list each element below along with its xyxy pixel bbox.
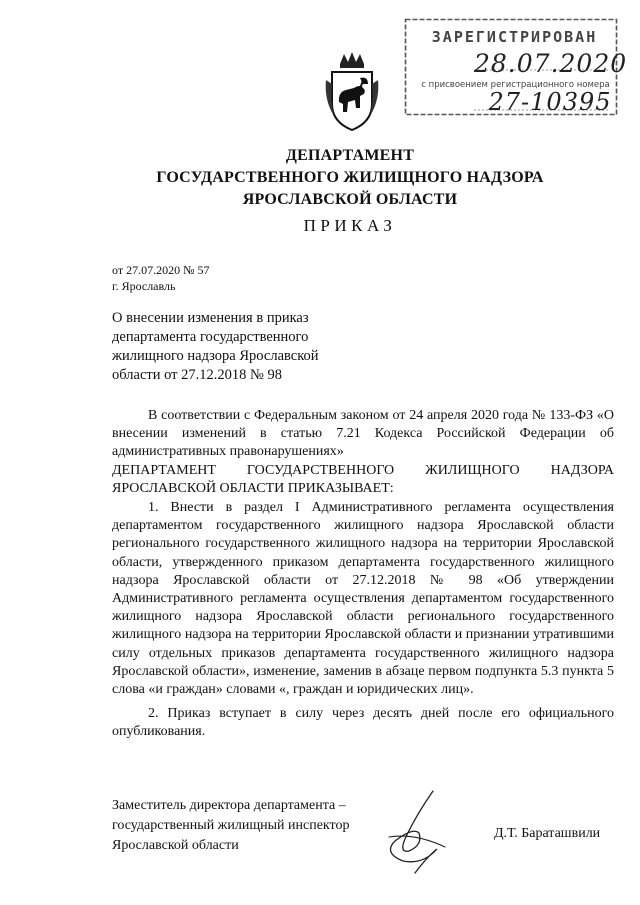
signatory-position-line-2: государственный жилищный инспектор [112, 818, 350, 833]
handwritten-signature [375, 787, 465, 879]
department-title-line-1: ДЕПАРТАМЕНТ [285, 147, 415, 164]
stamp-title: ЗАРЕГИСТРИРОВАН [431, 28, 598, 46]
signatory-position-line-1: Заместитель директора департамента – [112, 798, 346, 813]
department-title-line-3: ЯРОСЛАВСКОЙ ОБЛАСТИ [242, 191, 458, 208]
document-type: ПРИКАЗ [303, 216, 397, 235]
orders-heading-line-2: ЯРОСЛАВСКОЙ ОБЛАСТИ ПРИКАЗЫВАЕТ: [112, 481, 394, 496]
orders-heading-line-1: ДЕПАРТАМЕНТ ГОСУДАРСТВЕННОГО ЖИЛИЩНОГО НАДЗОРА [112, 463, 614, 478]
signatory-name: Д.Т. Бараташвили [494, 826, 601, 841]
subject-line-3: жилищного надзора Ярославской [112, 348, 319, 364]
stamp-number: 27-10395 [488, 88, 612, 116]
signatory-position [112, 796, 349, 856]
stamp-date: 28.07.2020 [474, 49, 628, 78]
subject-line-4: области от 27.12.2018 № 98 [112, 367, 282, 383]
order-city: г. Ярославль [112, 279, 176, 293]
coat-of-arms-emblem [322, 50, 382, 132]
subject-line-2: департамента государственного [112, 329, 309, 345]
stamp-caption: с присвоением регистрационного номера [421, 80, 610, 90]
signatory-position-line-3: Ярославской области [112, 838, 239, 853]
subject-line-1: О внесении изменения в приказ [112, 310, 309, 326]
department-title-line-2: ГОСУДАРСТВЕННОГО ЖИЛИЩНОГО НАДЗОРА [156, 169, 544, 186]
preamble-paragraph: В соответствии с Федеральным законом от 24 апреля 2020 года № 133-ФЗ «О внесении изменений в статью 7.21 Кодекса Российской Федерации об административных правонарушениях» [112, 408, 614, 460]
order-item-1: 1. Внести в раздел I Административного регламента осуществления департаментом государственного жилищного надзора Ярославской области регионального государственного жилищного надзора на территории Ярославской области, утвержденного приказом департамента государственного жилищного надзора Ярославской области от 27.12.2018 № 98 «Об утверждении Административного регламента осуществления департаментом государственного жилищного надзора Ярославской области регионального государственного жилищного надзора на территории Ярославской области и признании утратившими силу отдельных приказов департамента государственного жилищного надзора Ярославской области», изменение, заменив в абзаце первом подпункта 5.3 пункта 5 слова «и граждан» словами «, граждан и юридических лиц». [112, 500, 614, 698]
order-item-2: 2. Приказ вступает в силу через десять дней после его официального опубликования. [112, 706, 614, 740]
order-date-number: от 27.07.2020 № 57 [112, 263, 210, 277]
